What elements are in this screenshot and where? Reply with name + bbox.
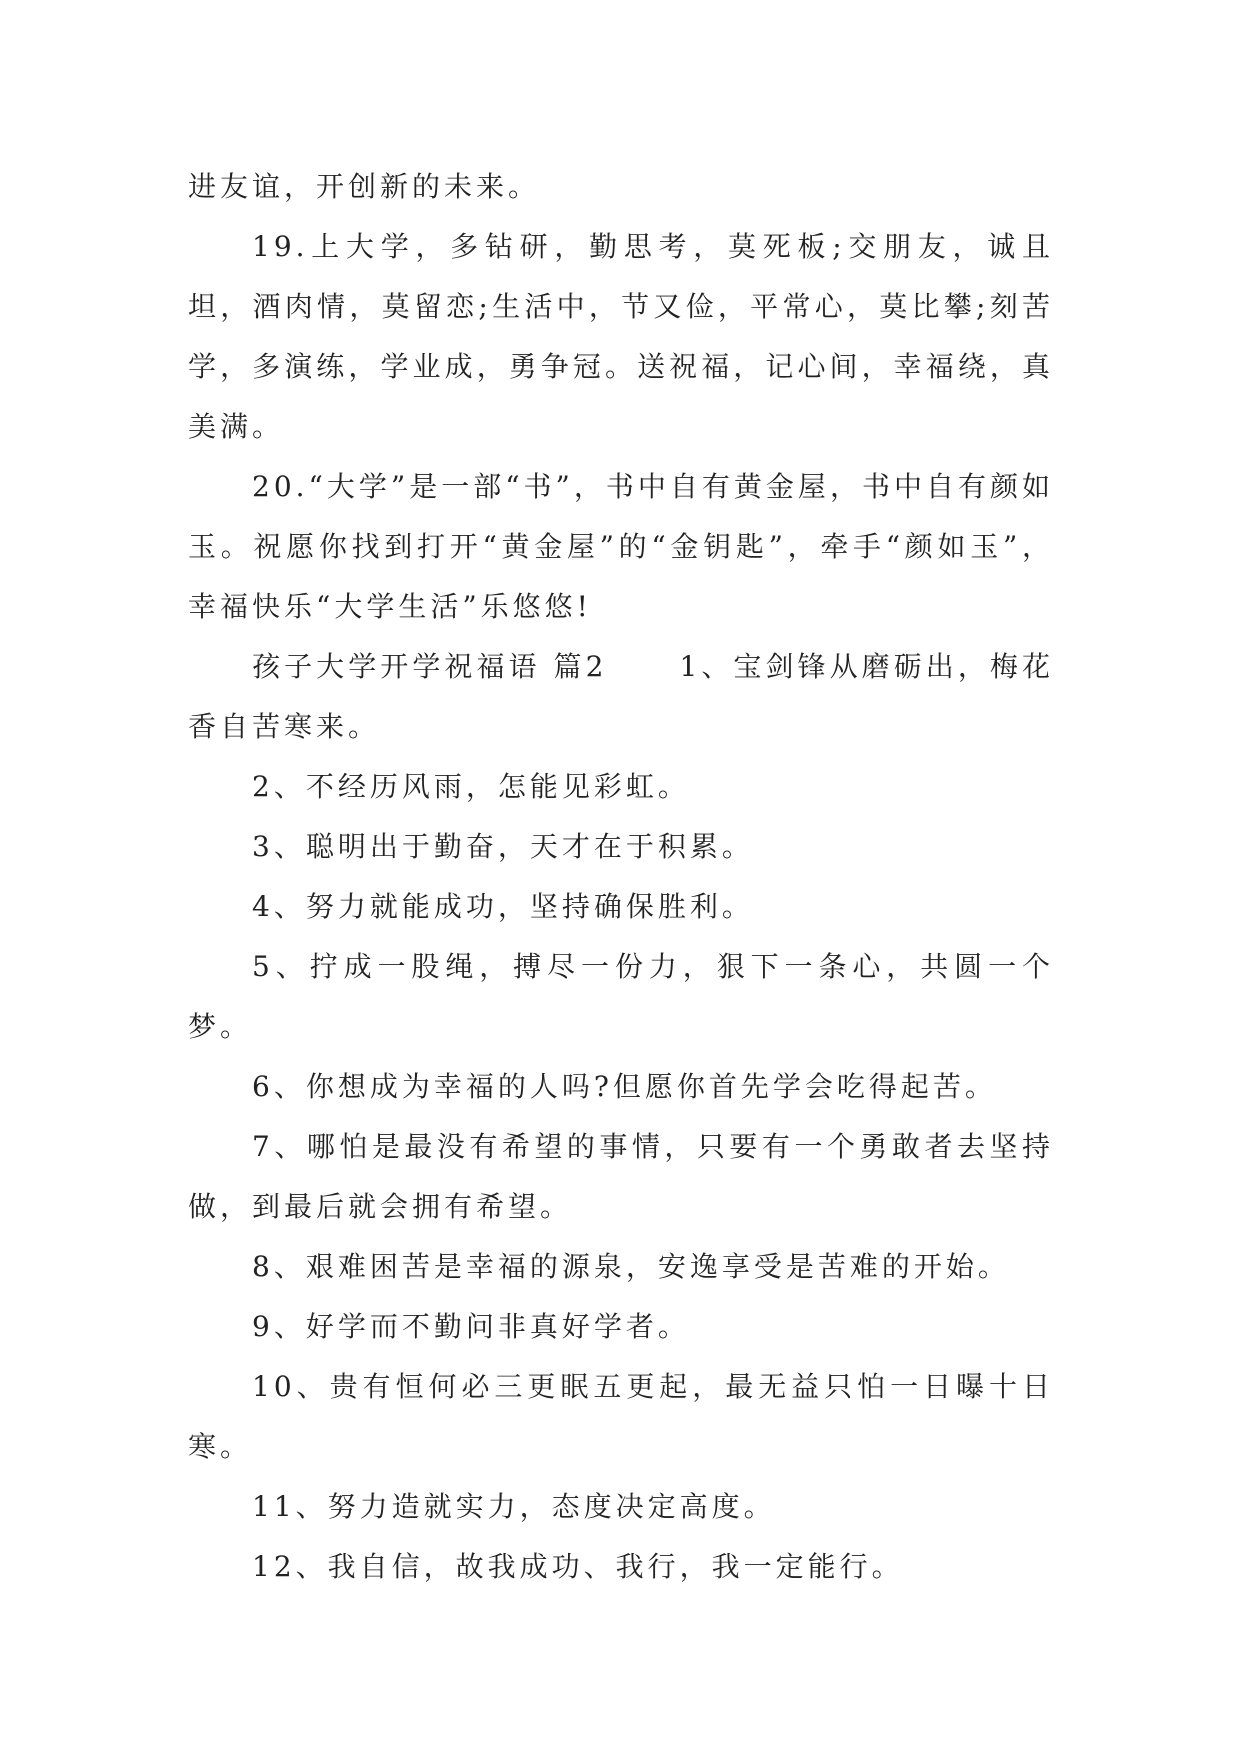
section-heading: 孩子大学开学祝福语 篇2: [252, 650, 608, 683]
list-item: 5、拧成一股绳，搏尽一份力，狠下一条心，共圆一个梦。: [188, 950, 1054, 1043]
list-item: 6、你想成为幸福的人吗?但愿你首先学会吃得起苦。: [252, 1070, 997, 1103]
list-item: 11、努力造就实力，态度决定高度。: [252, 1490, 776, 1523]
paragraph-item-20: 20.“大学”是一部“书”，书中自有黄金屋，书中自有颜如玉。祝愿你找到打开“黄金屋”的“金钥匙”，牵手“颜如玉”，幸福快乐“大学生活”乐悠悠!: [188, 470, 1054, 623]
paragraph-item-19: 19.上大学，多钻研，勤思考，莫死板;交朋友，诚且坦，酒肉情，莫留恋;生活中，节又俭，平常心，莫比攀;刻苦学，多演练，学业成，勇争冠。送祝福，记心间，幸福绕，真美满。: [188, 230, 1054, 443]
section-paragraph: [188, 637, 1054, 757]
list-item: 10、贵有恒何必三更眠五更起，最无益只怕一日曝十日寒。: [188, 1370, 1054, 1463]
list-item: 4、努力就能成功，坚持确保胜利。: [252, 890, 754, 923]
list-item: 12、我自信，故我成功、我行，我一定能行。: [252, 1550, 904, 1583]
section-first-item: 1、宝剑锋从磨砺出，梅花香自苦寒来。: [188, 650, 1054, 743]
list-item: 9、好学而不勤问非真好学者。: [252, 1310, 690, 1343]
list-item: 8、艰难困苦是幸福的源泉，安逸享受是苦难的开始。: [252, 1250, 1010, 1283]
list-item: 2、不经历风雨，怎能见彩虹。: [252, 770, 690, 803]
list-item: 7、哪怕是最没有希望的事情，只要有一个勇敢者去坚持做，到最后就会拥有希望。: [188, 1130, 1054, 1223]
document-body: [188, 157, 1054, 1597]
paragraph-continuation: 进友谊，开创新的未来。: [188, 170, 541, 203]
list-item: 3、聪明出于勤奋，天才在于积累。: [252, 830, 754, 863]
